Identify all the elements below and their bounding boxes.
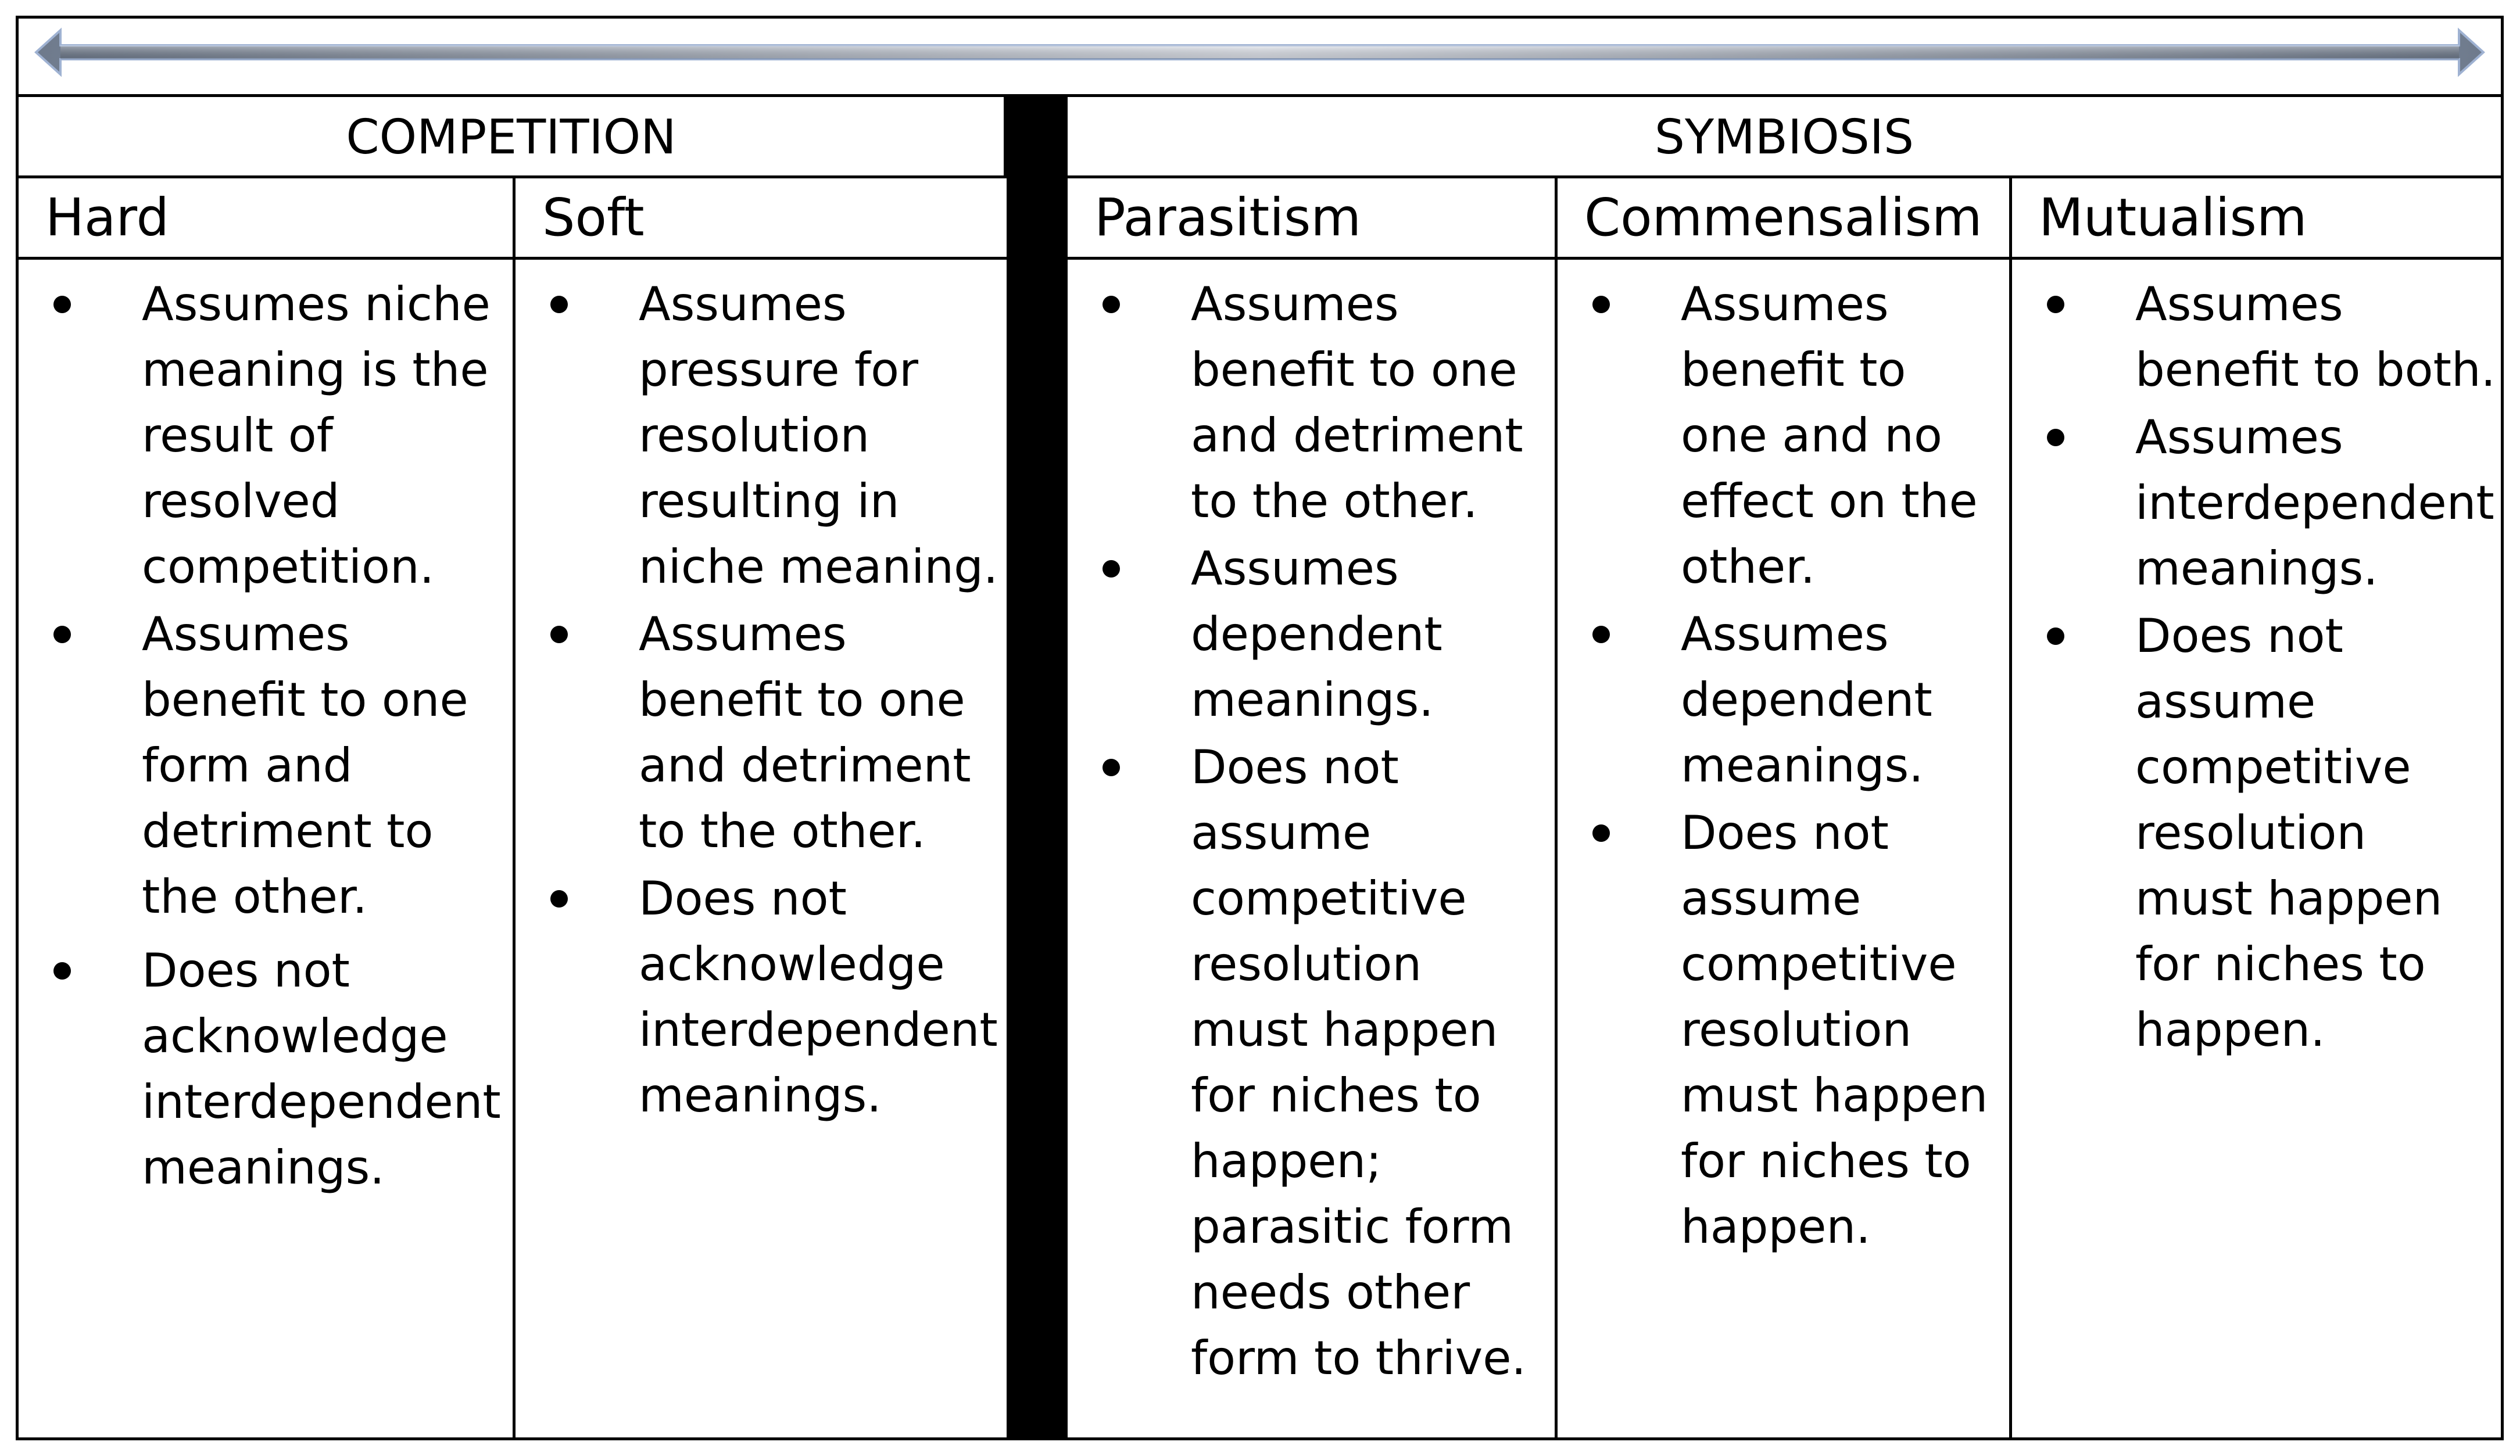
list-item: Assumes dependent meanings. xyxy=(1068,536,1555,733)
bullet-list-soft xyxy=(516,271,1007,1128)
column-body-mutualism xyxy=(2012,260,2501,1437)
comparison-grid xyxy=(19,97,2501,1437)
column-header-parasitism: Parasitism xyxy=(1068,178,1558,260)
list-item: Does not assume competitive resolution must happen for niches to happen. xyxy=(1558,800,2009,1260)
bullet-list-parasitism xyxy=(1068,271,1555,1391)
list-item: Assumes pressure for resolution resulting in niche meaning. xyxy=(516,271,1007,600)
column-body-hard xyxy=(19,260,516,1437)
list-item: Assumes dependent meanings. xyxy=(1558,601,2009,798)
continuum-arrow-band xyxy=(19,19,2501,97)
list-item: Assumes niche meaning is the result of resolved competition. xyxy=(19,271,513,600)
list-item: Does not acknowledge interdependent meanings. xyxy=(516,866,1007,1128)
list-item: Assumes benefit to one form and detriment to the other. xyxy=(19,601,513,930)
column-body-parasitism xyxy=(1068,260,1558,1437)
column-body-soft xyxy=(516,260,1007,1437)
list-item: Assumes benefit to both. xyxy=(2012,271,2501,403)
list-item: Does not assume competitive resolution must happen for niches to happen. xyxy=(2012,603,2501,1063)
list-item: Assumes benefit to one and no effect on the other. xyxy=(1558,271,2009,600)
list-item: Assumes benefit to one and detriment to the other. xyxy=(1068,271,1555,534)
list-item: Does not acknowledge interdependent meanings. xyxy=(19,938,513,1200)
double-headed-arrow-icon xyxy=(19,19,2501,94)
list-item: Does not assume competitive resolution must happen for niches to happen; parasitic form needs other form to thrive. xyxy=(1068,734,1555,1391)
column-header-hard: Hard xyxy=(19,178,516,260)
bullet-list-commensalism xyxy=(1558,271,2009,1260)
symbiosis-group-header: SYMBIOSIS xyxy=(1068,97,2501,178)
column-header-soft: Soft xyxy=(516,178,1007,260)
competition-group-header: COMPETITION xyxy=(19,97,1007,178)
column-header-mutualism: Mutualism xyxy=(2012,178,2501,260)
bullet-list-mutualism xyxy=(2012,271,2501,1063)
list-item: Assumes benefit to one and detriment to the other. xyxy=(516,601,1007,864)
continuum-table xyxy=(16,16,2504,1440)
separator-band xyxy=(1007,97,1068,1437)
bullet-list-hard xyxy=(19,271,513,1200)
column-header-commensalism: Commensalism xyxy=(1558,178,2012,260)
list-item: Assumes interdependent meanings. xyxy=(2012,404,2501,601)
column-body-commensalism xyxy=(1558,260,2012,1437)
